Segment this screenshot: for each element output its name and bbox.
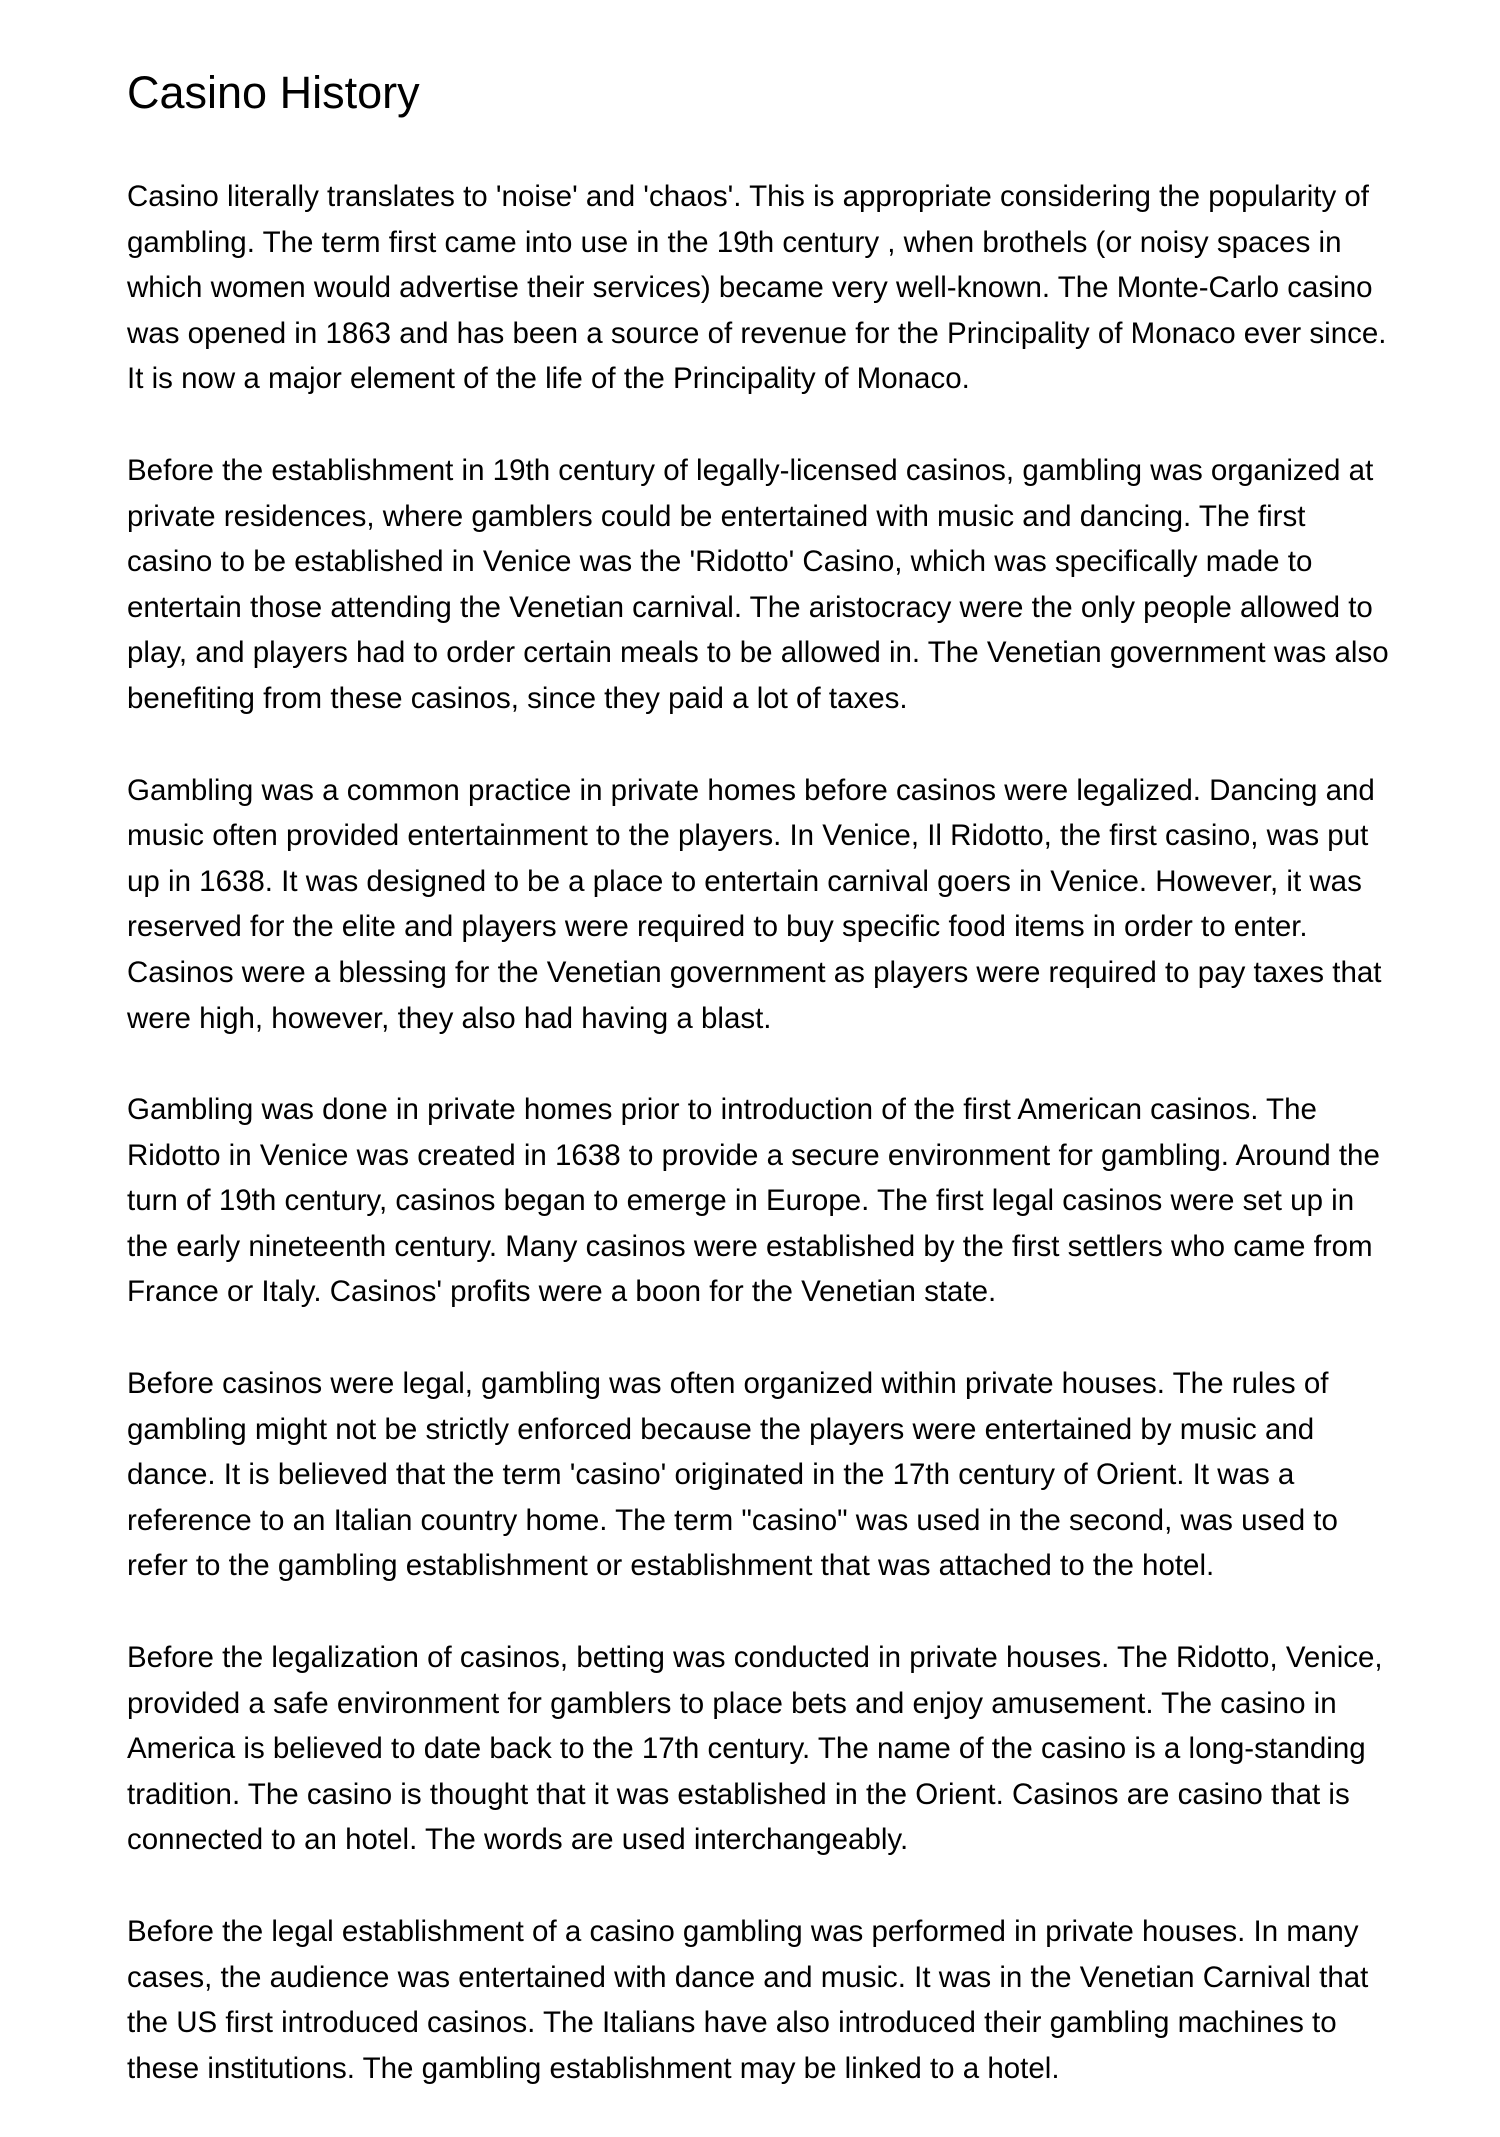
paragraph-6: Before the legalization of casinos, betting was conducted in private houses. The Ridotto, Venice, provided a safe environment for gamblers to place bets and enjoy amusement. The casino in America is believed to date back to the 17th century. The name of the casino is a long-standing tradition. The casino is thought that it was established in the Orient. Casinos are casino that is connected to an hotel. The words are used interchangeably. bbox=[127, 1641, 1383, 1857]
paragraph-7: Before the legal establishment of a casino gambling was performed in private houses. In many cases, the audience was entertained with dance and music. It was in the Venetian Carnival that the US first introduced casinos. The Italians have also introduced their gambling machines to these institutions. The gambling establishment may be linked to a hotel. bbox=[127, 1915, 1369, 2085]
page-title: Casino History bbox=[127, 67, 420, 118]
paragraph-5: Before casinos were legal, gambling was often organized within private houses. The rules of gambling might not be strictly enforced because the players were entertained by music and dance. It is believed that the term 'casino' originated in the 17th century of Orient. It was a reference to an Italian country home. The term "casino" was used in the second, was used to refer to the gambling establishment or establishment that was attached to the hotel. bbox=[127, 1367, 1338, 1583]
paragraph-1: Casino literally translates to 'noise' and 'chaos'. This is appropriate considering the popularity of gambling. The term first came into use in the 19th century , when brothels (or noisy spaces in which women would advertise their services) became very well-known. The Monte-Carlo casino was opened in 1863 and has been a source of revenue for the Principality of Monaco ever since. It is now a major element of the life of the Principality of Monaco. bbox=[127, 180, 1387, 396]
paragraph-3: Gambling was a common practice in private homes before casinos were legalized. Dancing and music often provided entertainment to the players. In Venice, Il Ridotto, the first casino, was put up in 1638. It was designed to be a place to entertain carnival goers in Venice. However, it was reserved for the elite and players were required to buy specific food items in order to enter. Casinos were a blessing for the Venetian government as players were required to pay taxes that were high, however, they also had having a blast. bbox=[127, 773, 1382, 1035]
paragraph-4: Gambling was done in private homes prior to introduction of the first American casinos. The Ridotto in Venice was created in 1638 to provide a secure environment for gambling. Around the turn of 19th century, casinos began to emerge in Europe. The first legal casinos were set up in the early nineteenth century. Many casinos were established by the first settlers who came from France or Italy. Casinos' profits were a boon for the Venetian state. bbox=[127, 1093, 1380, 1309]
paragraph-2: Before the establishment in 19th century of legally-licensed casinos, gambling was organized at private residences, where gamblers could be entertained with music and dancing. The first casino to be established in Venice was the 'Ridotto' Casino, which was specifically made to entertain those attending the Venetian carnival. The aristocracy were the only people allowed to play, and players had to order certain meals to be allowed in. The Venetian government was also benefiting from these casinos, since they paid a lot of taxes. bbox=[127, 453, 1389, 715]
document-page bbox=[127, 62, 1397, 2137]
